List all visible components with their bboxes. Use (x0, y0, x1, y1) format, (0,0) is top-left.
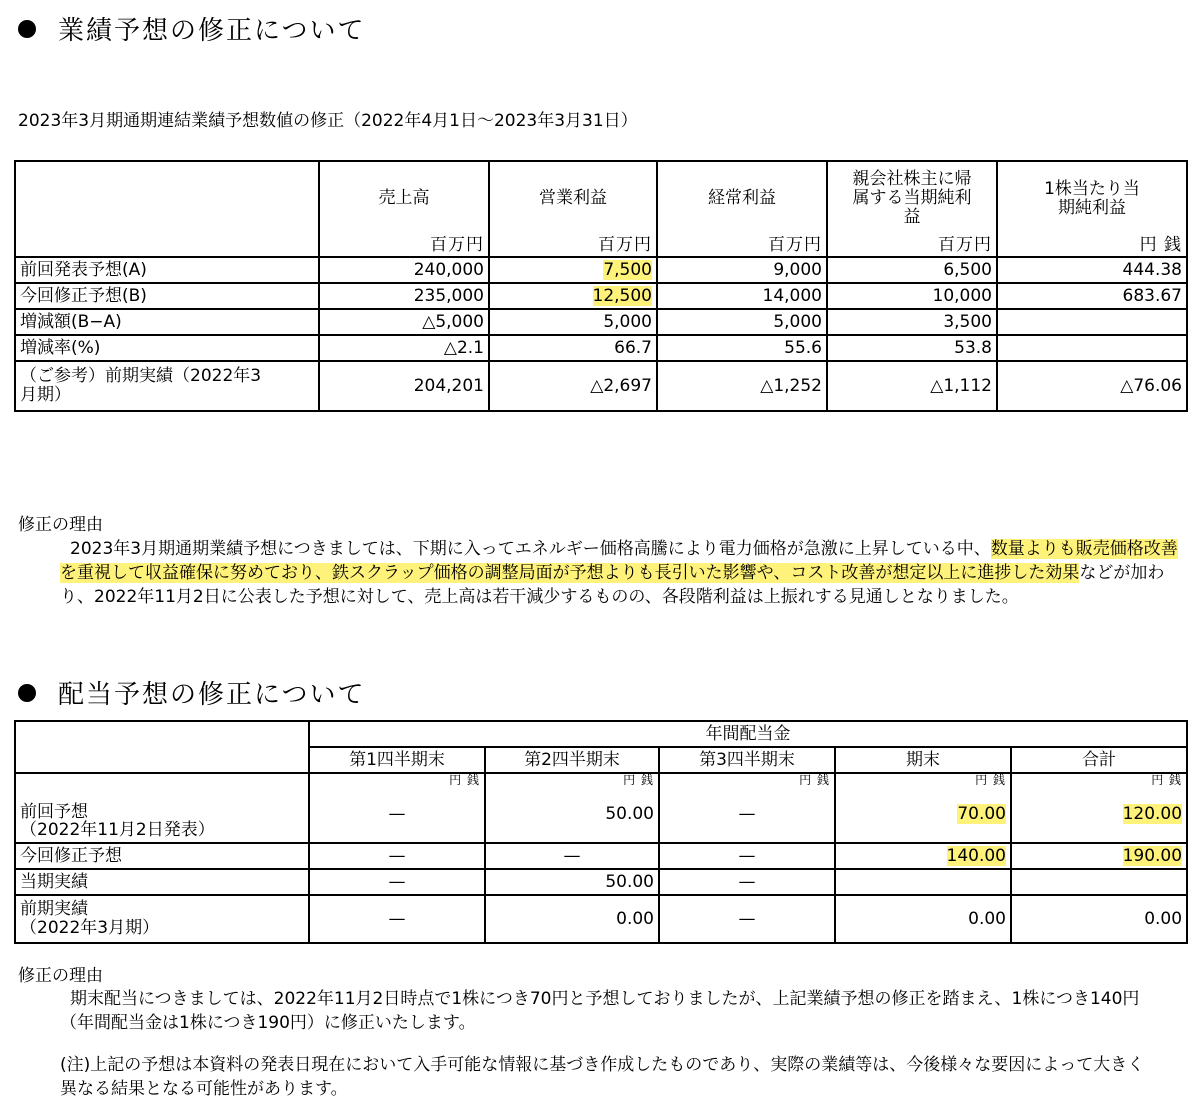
row-label: 増減率(%) (15, 335, 319, 361)
value-cell: 0.00 (485, 895, 659, 943)
unit-cell: 百万円 (319, 235, 489, 257)
header-ordinary-profit: 経常利益 (657, 161, 827, 235)
value-cell: 444.38 (997, 257, 1187, 283)
value-cell: 66.7 (489, 335, 657, 361)
header-q1: 第1四半期末 (309, 747, 485, 773)
table-row (15, 773, 1187, 843)
earnings-reason-text: 2023年3月期通期業績予想につきましては、下期に入ってエネルギー価格高騰により電力価格が急激に上昇している中、数量よりも販売価格改善を重視して収益確保に努めており、鉄スクラップ価格の調整局面が予想よりも長引いた影響や、コスト改善が想定以上に進捗した効果などが加わり、2022年11月2日に公表した予想に対して、売上高は若干減少するものの、各段階利益は上振れする見通しとなりました。 (60, 539, 1178, 607)
row-label: 当期実績 (15, 869, 309, 895)
highlighted-value: 70.00 (957, 804, 1006, 825)
header-annual-dividend: 年間配当金 (309, 721, 1187, 747)
value-cell (1011, 843, 1187, 869)
dividend-heading-text: 配当予想の修正について (58, 680, 366, 710)
value-cell: 235,000 (319, 283, 489, 309)
value-cell: — (309, 869, 485, 895)
row-label: 今回修正予想 (15, 843, 309, 869)
value-cell: — (309, 895, 485, 943)
value-cell: 9,000 (657, 257, 827, 283)
earnings-heading-text: 業績予想の修正について (58, 16, 366, 46)
header-year-end: 期末 (835, 747, 1011, 773)
dividend-reason-title: 修正の理由 (18, 966, 103, 986)
highlighted-value: 120.00 (1122, 804, 1183, 825)
value-cell: — (659, 895, 835, 943)
value-cell: 204,201 (319, 361, 489, 411)
value-cell (997, 335, 1187, 361)
dividend-section-heading (18, 674, 365, 711)
value-cell: 3,500 (827, 309, 997, 335)
table-row (15, 361, 1187, 411)
header-q2: 第2四半期末 (485, 747, 659, 773)
earnings-section-heading (18, 10, 365, 47)
value-cell: 14,000 (657, 283, 827, 309)
value-cell: 6,500 (827, 257, 997, 283)
value-cell (997, 309, 1187, 335)
value-cell: 683.67 (997, 283, 1187, 309)
value-cell (489, 283, 657, 309)
value-cell: △2,697 (489, 361, 657, 411)
highlighted-value: 7,500 (603, 259, 652, 280)
table-row (15, 257, 1187, 283)
highlighted-reason: 数量よりも販売価格改善を重視して収益確保に努めており、鉄スクラップ価格の調整局面が予想よりも長引いた影響や、コスト改善が想定以上に進捗した効果 (60, 539, 1178, 583)
dividend-reason-text: 期末配当につきましては、2022年11月2日時点で1株につき70円と予想しておりましたが、上記業績予想の修正を踏まえ、1株につき140円（年間配当金は1株につき190円）に修正いたします。 (60, 989, 1140, 1033)
value-cell: 0.00 (835, 895, 1011, 943)
value-cell: 5,000 (657, 309, 827, 335)
value-cell: 55.6 (657, 335, 827, 361)
value-cell: 円 銭 — (309, 773, 485, 843)
header-operating-profit: 営業利益 (489, 161, 657, 235)
highlighted-value: 190.00 (1122, 845, 1183, 866)
unit-corner-cell (15, 235, 319, 257)
unit-cell: 円 銭 (997, 235, 1187, 257)
value-cell: △5,000 (319, 309, 489, 335)
table-row (15, 335, 1187, 361)
table-header-row (15, 161, 1187, 235)
row-label: 今回修正予想(B) (15, 283, 319, 309)
header-total: 合計 (1011, 747, 1187, 773)
row-label: 前期実績 （2022年3月期） (15, 895, 309, 943)
value-cell: △76.06 (997, 361, 1187, 411)
header-q3: 第3四半期末 (659, 747, 835, 773)
value-cell: 5,000 (489, 309, 657, 335)
unit-cell: 百万円 (489, 235, 657, 257)
header-net-profit: 親会社株主に帰属する当期純利益 (827, 161, 997, 235)
value-cell: 0.00 (1011, 895, 1187, 943)
row-label: 前回予想 （2022年11月2日発表） (15, 773, 309, 843)
bullet-icon (18, 20, 36, 38)
table-header-row (15, 721, 1187, 747)
value-cell: 10,000 (827, 283, 997, 309)
unit-row (15, 235, 1187, 257)
dividend-forecast-table (14, 720, 1188, 944)
value-cell: — (309, 843, 485, 869)
value-cell (835, 843, 1011, 869)
value-cell: — (485, 843, 659, 869)
unit-cell: 百万円 (657, 235, 827, 257)
bullet-icon (18, 684, 36, 702)
value-cell (1011, 869, 1187, 895)
value-cell: △2.1 (319, 335, 489, 361)
header-sales: 売上高 (319, 161, 489, 235)
table-row (15, 843, 1187, 869)
value-cell: 円 銭 — (659, 773, 835, 843)
row-label: （ご参考）前期実績（2022年3月期） (15, 361, 319, 411)
highlighted-value: 140.00 (946, 845, 1006, 866)
value-cell: 53.8 (827, 335, 997, 361)
table-row (15, 895, 1187, 943)
header-eps: 1株当たり当期純利益 (997, 161, 1187, 235)
value-cell (835, 869, 1011, 895)
value-cell: △1,252 (657, 361, 827, 411)
earnings-table-subtitle: 2023年3月期通期連結業績予想数値の修正（2022年4月1日～2023年3月31日） (18, 111, 638, 131)
value-cell: 50.00 (485, 869, 659, 895)
value-cell: — (659, 869, 835, 895)
value-cell: 円 銭 50.00 (485, 773, 659, 843)
value-cell (489, 257, 657, 283)
earnings-forecast-table (14, 160, 1188, 412)
table-row (15, 283, 1187, 309)
unit-cell: 百万円 (827, 235, 997, 257)
highlighted-value: 12,500 (592, 285, 652, 306)
earnings-reason-title: 修正の理由 (18, 515, 103, 535)
value-cell: — (659, 843, 835, 869)
header-corner-cell (15, 161, 319, 235)
table-row (15, 309, 1187, 335)
row-label: 前回発表予想(A) (15, 257, 319, 283)
value-cell: 円 銭 120.00 (1011, 773, 1187, 843)
value-cell: △1,112 (827, 361, 997, 411)
value-cell: 240,000 (319, 257, 489, 283)
table-row (15, 869, 1187, 895)
disclaimer-note: (注)上記の予想は本資料の発表日現在において入手可能な情報に基づき作成したものであり、実際の業績等は、今後様々な要因によって大きく異なる結果となる可能性があります。 (60, 1055, 1145, 1099)
value-cell: 円 銭 70.00 (835, 773, 1011, 843)
header-corner-cell (15, 721, 309, 773)
row-label: 増減額(B−A) (15, 309, 319, 335)
